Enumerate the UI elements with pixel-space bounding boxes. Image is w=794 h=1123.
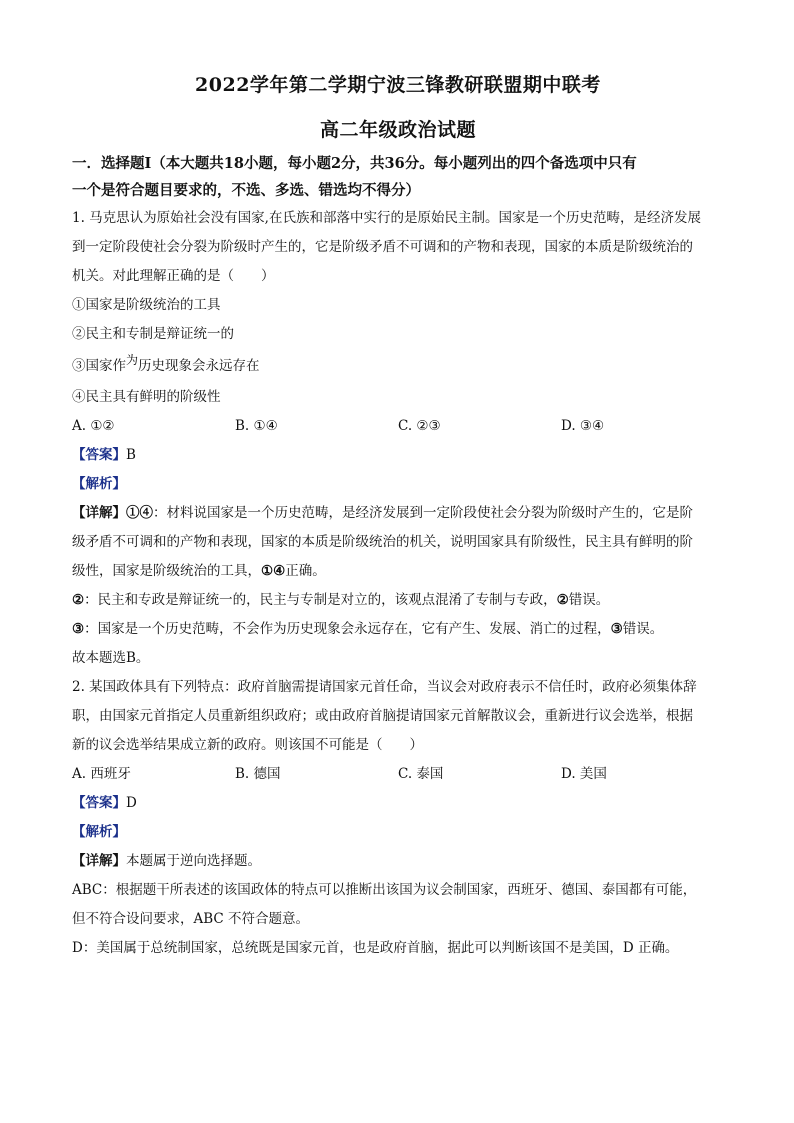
q2-d-line1: D：美国属于总统制国家，总统既是国家元首，也是政府首脑，据此可以判断该国不是美国，D 正确。	[72, 940, 679, 956]
q1-detail-tag: 【详解】	[72, 505, 126, 521]
section-heading-line1: 一．选择题Ⅰ（本大题共18小题，每小题2分，共36分。每小题列出的四个备选项中只有	[72, 155, 637, 172]
q2-option-c: C. 泰国	[398, 766, 444, 782]
exam-title: 2022学年第二学期宁波三锋教研联盟期中联考	[195, 74, 601, 96]
q2-stem-line3: 新的议会选举结果成立新的政府。则该国不可能是（ ）	[72, 737, 423, 753]
q1-stem-line3: 机关。对此理解正确的是（ ）	[72, 268, 275, 284]
q2-answer-value: D	[126, 795, 137, 811]
q1-option-b: B. ①④	[235, 418, 278, 434]
q2-option-b: B. 德国	[235, 766, 281, 782]
q1-detail-item2: ②：民主和专政是辩证统一的，民主与专制是对立的，该观点混淆了专制与专政，②错误。	[72, 592, 610, 608]
q1-option-d: D. ③④	[561, 418, 605, 434]
q1-detail-line3: 级性，国家是阶级统治的工具，①④正确。	[72, 563, 326, 579]
q1-option-c: C. ②③	[398, 418, 441, 434]
q1-analysis-tag: 【解析】	[72, 476, 126, 492]
q2-stem-line1: 2. 某国政体具有下列特点：政府首脑需提请国家元首任命，当议会对政府表示不信任时，政府必须集体辞	[72, 679, 697, 695]
section-heading-line2: 一个是符合题目要求的，不选、多选、错选均不得分）	[72, 182, 420, 199]
exam-subtitle: 高二年级政治试题	[319, 119, 476, 141]
q1-stem-line1: 1. 马克思认为原始社会没有国家,在氏族和部落中实行的是原始民主制。国家是一个历史范畴，是经济发展	[72, 210, 701, 226]
q1-detail-line1: 【详解】①④：材料说国家是一个历史范畴，是经济发展到一定阶段使社会分裂为阶级时产生的，它是阶	[72, 505, 693, 521]
q1-item-3-pre: ③国家作	[72, 358, 126, 374]
q2-abc-line1: ABC：根据题干所表述的该国政体的特点可以推断出该国为议会制国家，西班牙、德国、泰国都有可能，	[72, 882, 697, 898]
q2-option-a: A. 西班牙	[72, 766, 131, 782]
q1-item-1: ①国家是阶级统治的工具	[72, 297, 221, 313]
q1-option-a: A. ①②	[72, 418, 115, 434]
q1-item-2: ②民主和专制是辩证统一的	[72, 326, 234, 342]
question-1	[72, 204, 724, 673]
q2-detail-line1: 【详解】本题属于逆向选择题。	[72, 853, 261, 869]
q1-answer-tag: 【答案】	[72, 447, 126, 463]
q1-stem-line2: 到一定阶段使社会分裂为阶级时产生的，它是阶级矛盾不可调和的产物和表现，国家的本质是阶级统治的	[72, 239, 693, 255]
q2-abc-line2: 但不符合设问要求，ABC 不符合题意。	[72, 911, 310, 927]
q1-detail-line2: 级矛盾不可调和的产物和表现，国家的本质是阶级统治的机关，说明国家具有阶级性，民主具有鲜明的阶	[72, 534, 693, 550]
q1-item-3-sup: 为	[126, 353, 139, 367]
q1-item-4: ④民主具有鲜明的阶级性	[72, 389, 221, 405]
q1-answer	[72, 441, 724, 470]
q2-answer-tag: 【答案】	[72, 795, 126, 811]
q1-item-3	[72, 349, 724, 383]
question-2	[72, 673, 724, 963]
q1-conclusion: 故本题选B。	[72, 650, 150, 666]
q2-detail-tag: 【详解】	[72, 853, 126, 869]
q2-stem-line2: 职，由国家元首指定人员重新组织政府；或由政府首脑提请国家元首解散议会，重新进行议会选举，根据	[72, 708, 693, 724]
q1-options	[72, 412, 724, 441]
document-page	[72, 70, 724, 963]
q1-detail-item3: ③：国家是一个历史范畴，不会作为历史现象会永远存在，它有产生、发展、消亡的过程，③错误。	[72, 621, 664, 637]
q2-analysis-tag: 【解析】	[72, 824, 126, 840]
q2-answer	[72, 789, 724, 818]
q1-answer-value: B	[126, 447, 136, 463]
q2-options	[72, 760, 724, 789]
q2-option-d: D. 美国	[561, 766, 607, 782]
q1-item-3-post: 历史现象会永远存在	[138, 358, 260, 374]
section-heading	[72, 150, 724, 204]
